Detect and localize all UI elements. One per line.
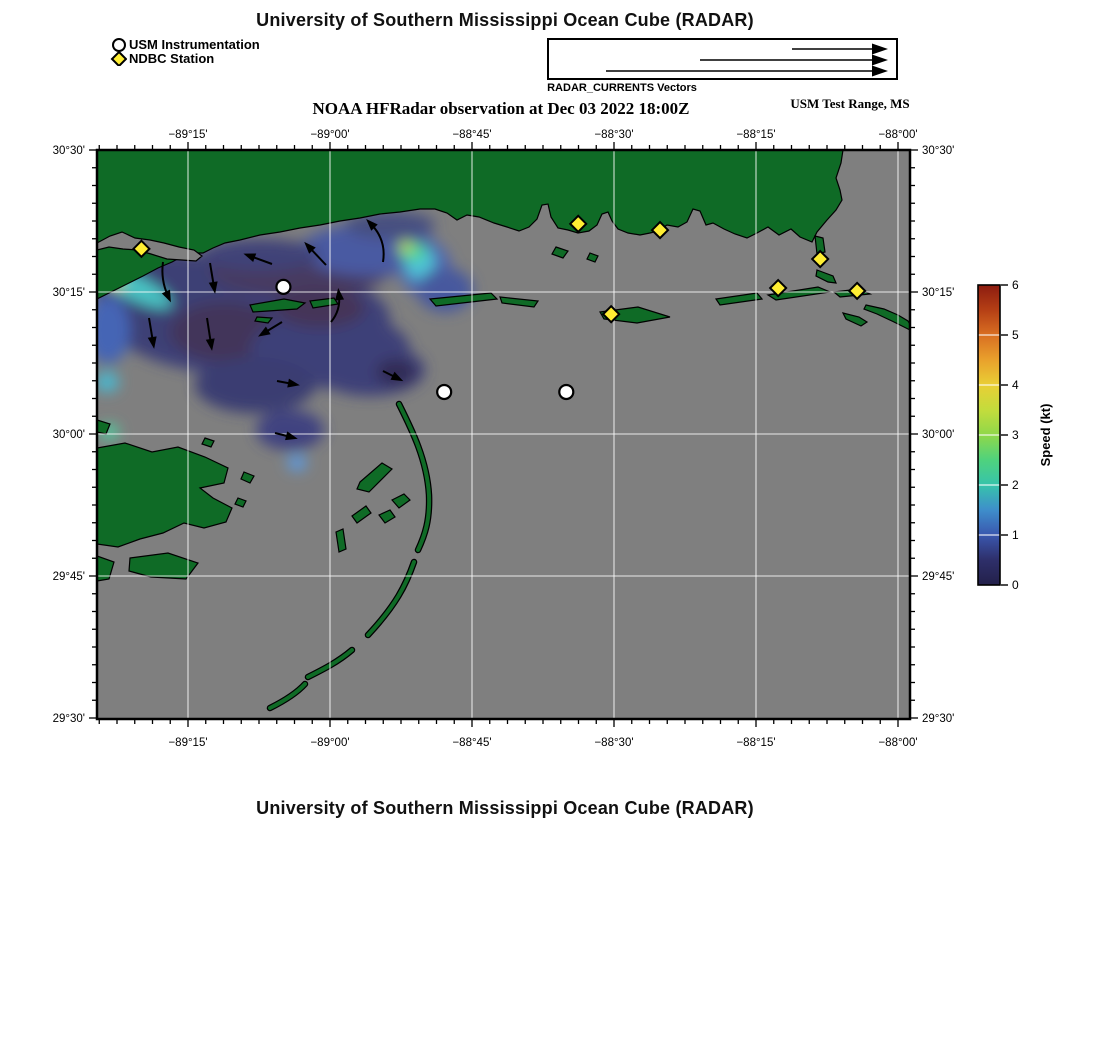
map-subtitle: NOAA HFRadar observation at Dec 03 2022 18:00Z [312, 99, 690, 118]
colorbar-tick-label: 1 [1012, 528, 1019, 542]
lon-tick-label-bottom: −89°00' [310, 737, 350, 749]
page-title: University of Southern Mississippi Ocean Cube (RADAR) [256, 10, 754, 30]
lon-tick-label-top: −88°45' [452, 129, 492, 141]
colorbar-tick-label: 6 [1012, 278, 1019, 292]
legend-label-ndbc: NDBC Station [129, 50, 215, 66]
test-range-label: USM Test Range, MS [790, 96, 910, 111]
speed-blob [376, 359, 416, 385]
lon-tick-label-bottom: −89°15' [168, 737, 208, 749]
colorbar-tick-label: 2 [1012, 478, 1019, 492]
lon-tick-label-top: −88°15' [736, 129, 776, 141]
speed-blob [95, 372, 119, 392]
lon-tick-label-bottom: −88°15' [736, 737, 776, 749]
lon-tick-label-bottom: −88°45' [452, 737, 492, 749]
lat-tick-label-left: 29°45' [52, 571, 85, 583]
speed-blob [398, 241, 414, 253]
colorbar-tick-label: 3 [1012, 428, 1019, 442]
lon-tick-label-top: −89°15' [168, 129, 208, 141]
lat-tick-label-right: 30°30' [922, 145, 955, 157]
vector-scale-box [548, 39, 897, 79]
footer-title: University of Southern Mississippi Ocean Cube (RADAR) [256, 798, 754, 818]
lon-tick-label-top: −89°00' [310, 129, 350, 141]
lat-tick-label-right: 29°45' [922, 571, 955, 583]
legend-label-usm: USM Instrumentation [129, 36, 260, 52]
lon-tick-label-top: −88°00' [878, 129, 918, 141]
speed-blob [256, 410, 324, 450]
usm-instrumentation-marker [437, 385, 451, 399]
lat-tick-label-left: 30°15' [52, 287, 85, 299]
lat-tick-label-right: 30°00' [922, 429, 955, 441]
colorbar-axis-label: Speed (kt) [1038, 403, 1053, 467]
usm-instrumentation-marker [559, 385, 573, 399]
lon-tick-label-bottom: −88°30' [594, 737, 634, 749]
lat-tick-label-left: 30°30' [52, 145, 85, 157]
lon-tick-label-top: −88°30' [594, 129, 634, 141]
lat-tick-label-right: 29°30' [922, 713, 955, 725]
usm-instrumentation-marker [276, 280, 290, 294]
speed-blob [86, 296, 130, 364]
speed-blob [287, 455, 307, 471]
colorbar-tick-label: 0 [1012, 578, 1019, 592]
lat-tick-label-right: 30°15' [922, 287, 955, 299]
colorbar-tick-label: 5 [1012, 328, 1019, 342]
speed-colorbar [978, 278, 1053, 592]
lon-tick-label-bottom: −88°00' [878, 737, 918, 749]
lat-tick-label-left: 30°00' [52, 429, 85, 441]
lat-tick-label-left: 29°30' [52, 713, 85, 725]
vector-scale-caption: RADAR_CURRENTS Vectors [547, 82, 697, 94]
colorbar-tick-label: 4 [1012, 378, 1019, 392]
